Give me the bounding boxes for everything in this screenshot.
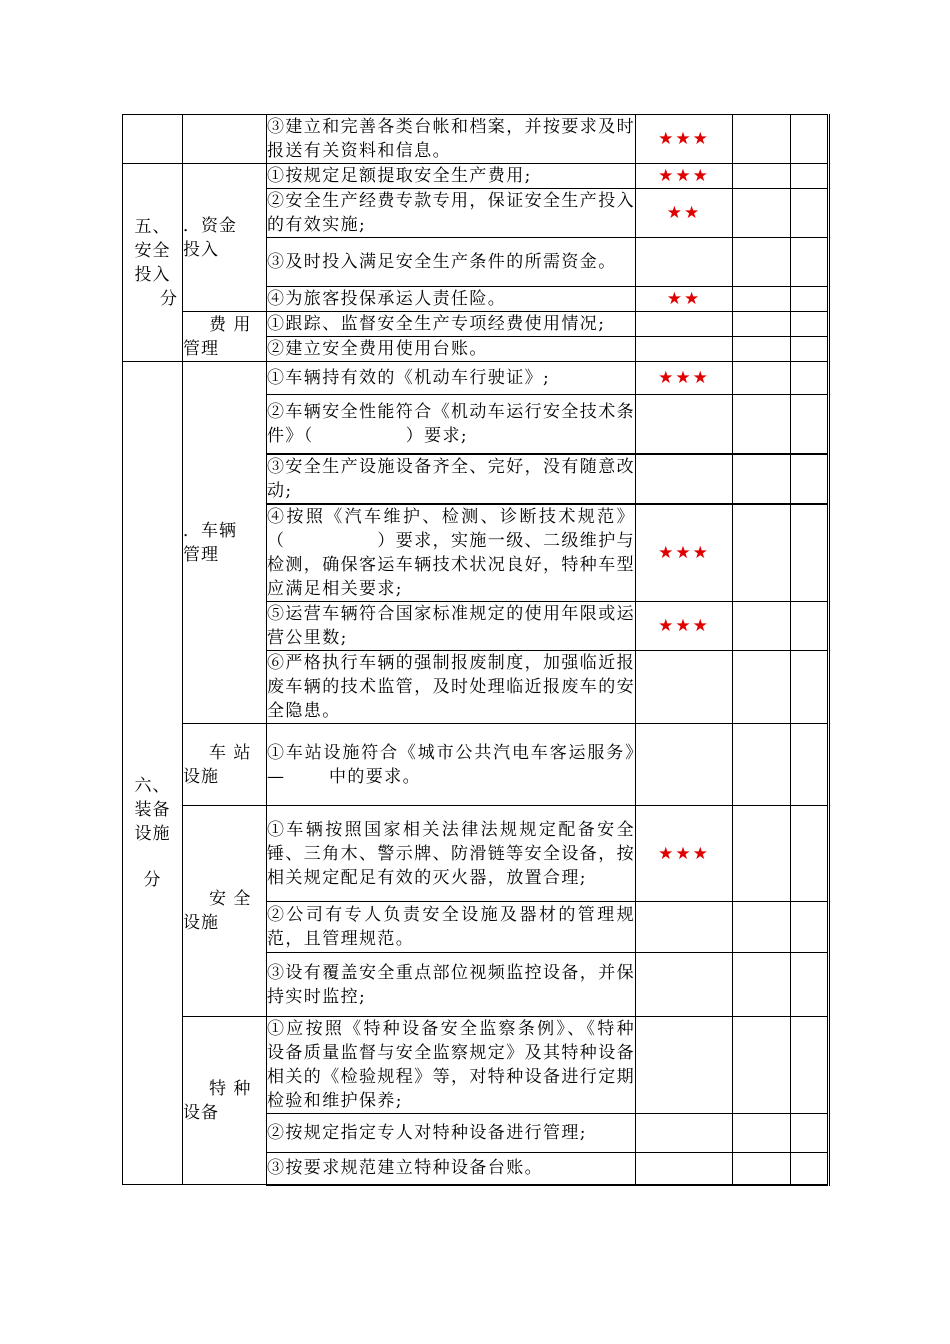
requirement-cell: ②公司有专人负责安全设施及器材的管理规范，且管理规范。 (267, 902, 636, 953)
requirement-cell: ②按规定指定专人对特种设备进行管理; (267, 1114, 636, 1153)
subcategory-cell-special-equipment: 特 种 设备 (183, 1017, 267, 1185)
safety-standard-table (122, 114, 830, 1186)
subcategory-cell (183, 115, 267, 164)
blank-cell (791, 115, 829, 164)
category-cell-equipment-facilities: 六、 装备 设施 分 (123, 362, 183, 1185)
importance-stars (636, 395, 733, 454)
importance-stars (636, 337, 733, 362)
table-row (123, 362, 829, 395)
importance-stars: ★★ (636, 287, 733, 312)
table-row (123, 312, 829, 337)
blank-cell (733, 115, 791, 164)
importance-stars (636, 312, 733, 337)
subcategory-cell-vehicle-management: ．车辆 管理 (183, 362, 267, 724)
table-row (123, 164, 829, 189)
importance-stars: ★★★ (636, 115, 733, 164)
category-cell (123, 115, 183, 164)
requirement-cell: ②安全生产经费专款专用，保证安全生产投入的有效实施; (267, 189, 636, 238)
requirement-cell: ④为旅客投保承运人责任险。 (267, 287, 636, 312)
requirement-cell: ⑥严格执行车辆的强制报废制度，加强临近报废车辆的技术监管，及时处理临近报废车的安全隐患。 (267, 651, 636, 724)
subcategory-cell-cost-management: 费 用 管理 (183, 312, 267, 362)
table-row (123, 806, 829, 902)
importance-stars: ★★ (636, 189, 733, 238)
importance-stars (636, 1114, 733, 1153)
importance-stars: ★★★ (636, 362, 733, 395)
importance-stars (636, 651, 733, 724)
requirement-cell: ①跟踪、监督安全生产专项经费使用情况; (267, 312, 636, 337)
subcategory-cell-station-facilities: 车 站 设施 (183, 724, 267, 806)
importance-stars (636, 1153, 733, 1185)
requirement-cell: ⑤运营车辆符合国家标准规定的使用年限或运营公里数; (267, 602, 636, 651)
requirement-cell: ①车站设施符合《城市公共汽电车客运服务》 — 中的要求。 (267, 724, 636, 806)
requirement-cell: ③建立和完善各类台帐和档案，并按要求及时报送有关资料和信息。 (267, 115, 636, 164)
importance-stars (636, 1017, 733, 1114)
table-row (123, 115, 829, 164)
requirement-cell: ②建立安全费用使用台账。 (267, 337, 636, 362)
requirement-cell: ①车辆按照国家相关法律法规规定配备安全锤、三角木、警示牌、防滑链等安全设备，按相关规定配足有效的灭火器，放置合理; (267, 806, 636, 902)
importance-stars: ★★★ (636, 602, 733, 651)
requirement-cell: ①车辆持有效的《机动车行驶证》; (267, 362, 636, 395)
importance-stars: ★★★ (636, 164, 733, 189)
subcategory-cell-safety-facilities: 安 全 设施 (183, 806, 267, 1017)
category-cell-safety-investment: 五、 安全 投入 分 (123, 164, 183, 362)
importance-stars (636, 238, 733, 287)
requirement-cell: ③安全生产设施设备齐全、完好，没有随意改动; (267, 454, 636, 504)
importance-stars: ★★★ (636, 806, 733, 902)
requirement-cell: ④按照《汽车维护、检测、诊断技术规范》（ ）要求，实施一级、二级维护与检测，确保客运车辆技术状况良好，特种车型应满足相关要求; (267, 504, 636, 602)
importance-stars (636, 454, 733, 504)
importance-stars (636, 953, 733, 1017)
requirement-cell: ②车辆安全性能符合《机动车运行安全技术条件》（ ）要求; (267, 395, 636, 454)
table-row (123, 724, 829, 806)
table-row (123, 1017, 829, 1114)
requirement-cell: ①按规定足额提取安全生产费用; (267, 164, 636, 189)
importance-stars (636, 902, 733, 953)
requirement-cell: ③设有覆盖安全重点部位视频监控设备，并保持实时监控; (267, 953, 636, 1017)
importance-stars: ★★★ (636, 504, 733, 602)
importance-stars (636, 724, 733, 806)
requirement-cell: ①应按照《特种设备安全监察条例》、《特种设备质量监督与安全监察规定》及其特种设备相关的《检验规程》等，对特种设备进行定期检验和维护保养; (267, 1017, 636, 1114)
subcategory-cell-fund-input: ．资金 投入 (183, 164, 267, 312)
requirement-cell: ③及时投入满足安全生产条件的所需资金。 (267, 238, 636, 287)
requirement-cell: ③按要求规范建立特种设备台账。 (267, 1153, 636, 1185)
